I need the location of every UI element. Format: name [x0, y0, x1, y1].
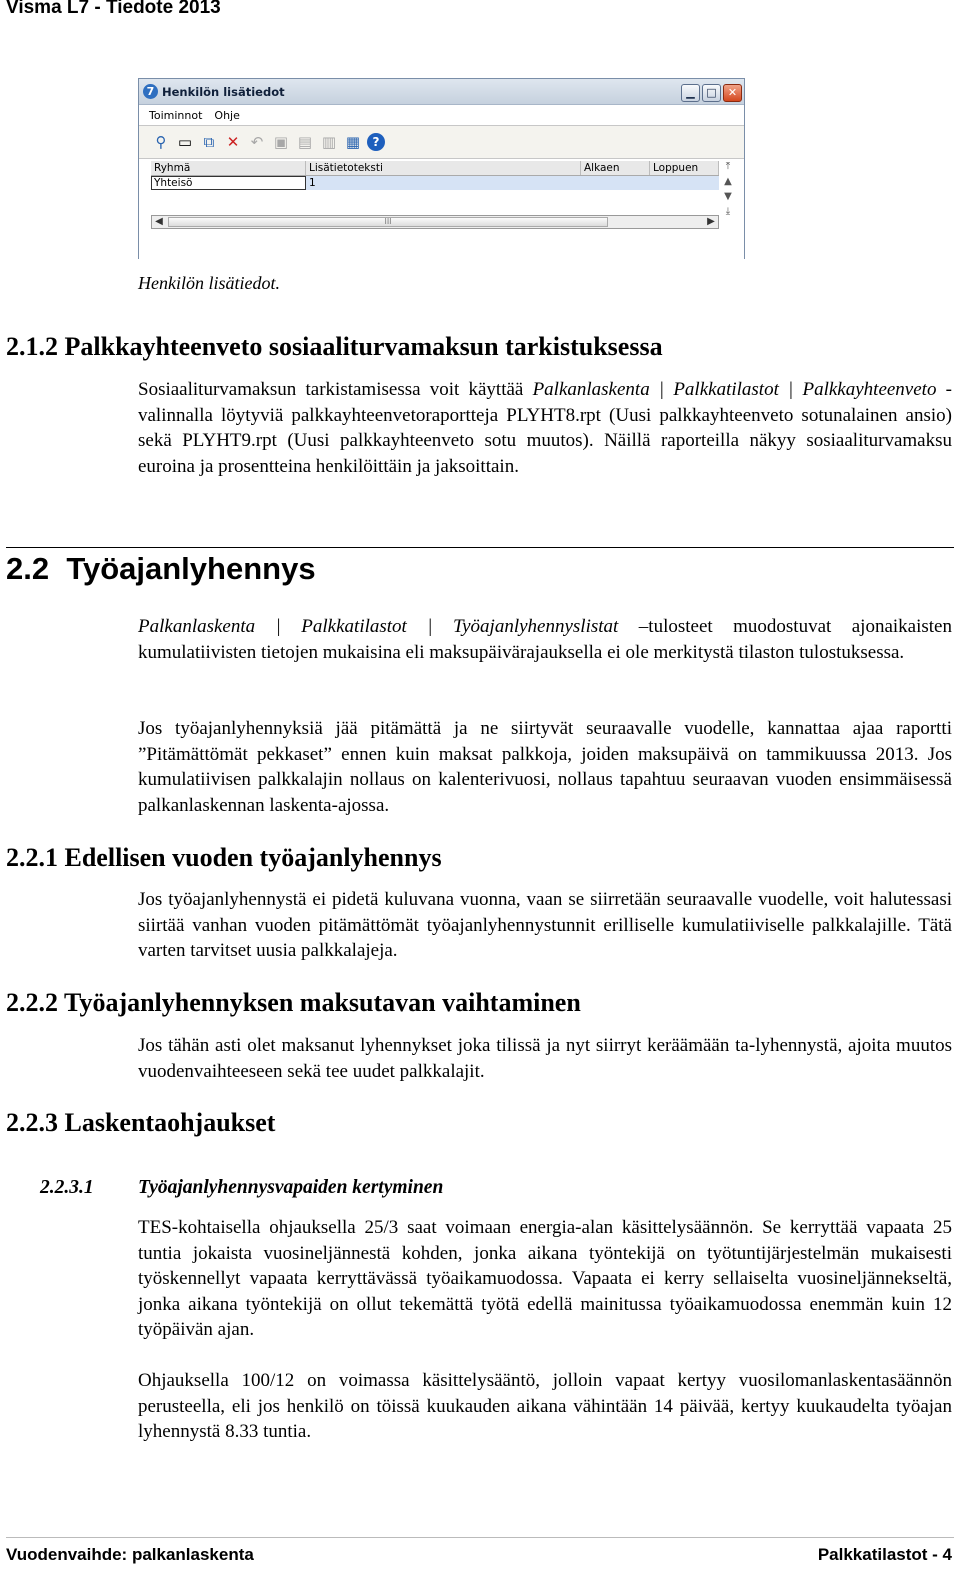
- heading-number: 2.2.3: [6, 1108, 58, 1137]
- cell-alkaen[interactable]: [581, 176, 650, 190]
- first-record-icon[interactable]: ⤒: [725, 161, 731, 172]
- record-navigation: [720, 161, 736, 217]
- heading-2-2-3: [6, 1108, 275, 1138]
- column-header-ryhma[interactable]: Ryhmä: [151, 161, 306, 175]
- minimize-button[interactable]: ▁: [681, 84, 700, 102]
- app-logo-icon: 7: [143, 84, 158, 99]
- paragraph-2-2-3-1-a: TES-kohtaisella ohjauksella 25/3 saat voimaan energia-alan käsittelysäännön. Se kerryttää vapaata 25 tuntia jokaista vuosineljännestä kohden, jonka aikana työntekijä on työtuntijärjestelmän mukaisesti työskennellyt vapaata kerryttävässä työaikamuodossa. Vapaata ei kerry sellaiselta vuosineljännekseltä, jonka aikana työntekijä on ollut tekemättä työtä edellä mainitussa työaikamuodossa enemmän kuin 12 työpäivän ajan.: [138, 1217, 952, 1340]
- footer-left: Vuodenvaihde: palkanlaskenta: [6, 1545, 254, 1564]
- heading-number: 2.2.2: [6, 988, 58, 1017]
- maximize-button[interactable]: □: [702, 84, 721, 102]
- data-grid: [139, 159, 744, 259]
- heading-text: Laskentaohjaukset: [64, 1108, 276, 1137]
- previous-record-icon[interactable]: ▲: [724, 176, 732, 187]
- menu-bar: [139, 105, 744, 126]
- heading-number: 2.2: [6, 551, 50, 586]
- column-header-lisatietoteksti[interactable]: Lisätietoteksti: [306, 161, 581, 175]
- column-header-alkaen[interactable]: Alkaen: [581, 161, 650, 175]
- new-record-icon[interactable]: ▭: [177, 133, 193, 151]
- heading-number: 2.2.1: [6, 843, 58, 872]
- heading-2-2-2: [6, 988, 581, 1018]
- paragraph-2-2-2: Jos tähän asti olet maksanut lyhennykset joka tilissä ja nyt siirryt keräämään ta-lyhennystä, ajoita muutos vuodenvaihteeseen sekä tee uudet palkkalajit.: [138, 1035, 952, 1082]
- search-icon[interactable]: ⚲: [155, 133, 167, 151]
- cell-ryhma[interactable]: Yhteisö: [151, 176, 306, 190]
- person-details-window: [138, 78, 745, 259]
- footer-divider: [6, 1537, 954, 1538]
- section-divider: [6, 547, 954, 548]
- menu-item-ohje[interactable]: Ohje: [214, 108, 240, 122]
- menu-path: Palkanlaskenta | Palkkatilastot | Työajanlyhennyslistat: [138, 616, 619, 637]
- column-header-loppuen[interactable]: Loppuen: [650, 161, 719, 175]
- table-row[interactable]: [151, 176, 719, 190]
- text-run: –tulosteet muodostuvat ajonaikaisten kumulatiivisten tietojen mukaisina eli maksupäivärajauksella ei ole merkitystä tilaston tulostuksessa.: [138, 616, 952, 663]
- heading-text: Työajanlyhennysvapaiden kertyminen: [138, 1177, 444, 1198]
- report-icon[interactable]: ▦: [345, 133, 361, 151]
- figure-caption: Henkilön lisätiedot.: [138, 273, 280, 293]
- toolbar: [139, 126, 744, 159]
- save-icon[interactable]: ▣: [273, 133, 289, 151]
- grid-header: [151, 161, 719, 176]
- next-record-icon[interactable]: ▼: [724, 191, 732, 202]
- cell-lisatietoteksti[interactable]: 1: [306, 176, 581, 190]
- heading-text: Työajanlyhennys: [66, 551, 316, 586]
- undo-icon[interactable]: ↶: [250, 133, 264, 151]
- help-icon[interactable]: ?: [367, 133, 385, 151]
- paragraph-2-2-1: Jos työajanlyhennystä ei pidetä kuluvana vuonna, vaan se siirretään seuraavalle vuodelle, voit halutessasi siirtää vanhan vuoden pitämättömät työajanlyhennystunnit erilliselle kumulatiiviselle palkkalajille. Tätä varten tarvitset uusia palkkalajeja.: [138, 889, 952, 961]
- paragraph-2-2-a: [138, 614, 952, 665]
- heading-text: Työajanlyhennyksen maksutavan vaihtaminen: [64, 988, 581, 1017]
- heading-2-2-3-1: [40, 1177, 443, 1199]
- heading-2-2-1: [6, 843, 442, 873]
- heading-number: 2.2.3.1: [40, 1177, 94, 1198]
- save-close-icon[interactable]: ▤: [297, 133, 313, 151]
- heading-2-2: [6, 551, 316, 587]
- last-record-icon[interactable]: ⤓: [725, 206, 731, 217]
- horizontal-scrollbar[interactable]: [151, 215, 719, 229]
- window-title: Henkilön lisätiedot: [162, 84, 285, 99]
- heading-text: Palkkayhteenveto sosiaaliturvamaksun tarkistuksessa: [64, 332, 663, 361]
- menu-path: Palkanlaskenta | Palkkatilastot | Palkkayhteenveto: [532, 379, 937, 400]
- footer-right: Palkkatilastot - 4: [817, 1545, 952, 1564]
- paragraph-2-2-3-1-b: Ohjauksella 100/12 on voimassa käsittelysääntö, jolloin vapaat kertyy vuosilomanlaskentasäännön perusteella, eli jos henkilö on töissä kuukauden aikana vähintään 14 päivää, kertyy kuukaudelta työajan lyhennystä 8.33 tuntia.: [138, 1370, 952, 1442]
- text-run: -valinnalla löytyviä palkkayhteenvetoraportteja PLYHT8.rpt (Uusi palkkayhteenveto sotunalainen ansio) sekä PLYHT9.rpt (Uusi palkkayhteenveto sotu muutos). Näillä raporteilla näkyy sosiaaliturvamaksu euroina ja prosentteina henkilöittäin ja jaksoittain.: [138, 379, 952, 477]
- heading-2-1-2: [6, 332, 663, 362]
- save-all-icon[interactable]: ▥: [321, 133, 337, 151]
- copy-record-icon[interactable]: ⧉: [203, 133, 215, 151]
- heading-text: Edellisen vuoden työajanlyhennys: [64, 843, 442, 872]
- paragraph-2-1-2: [138, 377, 952, 479]
- document-header-title: Visma L7 - Tiedote 2013: [6, 0, 221, 18]
- paragraph-2-2-b: Jos työajanlyhennyksiä jää pitämättä ja ne siirtyvät seuraavalle vuodelle, kannattaa ajaa raportti ”Pitämättömät pekkaset” ennen kuin maksat palkkoja, joiden maksupäivä on tammikuussa 2013. Jos kumulatiivisen palkkalajin nollaus on kalenterivuosi, nollaus tapahtuu seuraavan vuoden ensimmäisessä palkanlaskennan laskenta-ajossa.: [138, 718, 952, 816]
- window-titlebar[interactable]: [139, 79, 744, 105]
- scroll-thumb[interactable]: III: [168, 217, 608, 227]
- close-button[interactable]: ✕: [723, 84, 742, 102]
- scroll-right-icon[interactable]: ▶: [707, 216, 715, 227]
- heading-number: 2.1.2: [6, 332, 58, 361]
- cell-loppuen[interactable]: [650, 176, 719, 190]
- text-run: Sosiaaliturvamaksun tarkistamisessa voit käyttää: [138, 379, 533, 400]
- delete-icon[interactable]: ✕: [226, 133, 240, 151]
- menu-item-toiminnot[interactable]: Toiminnot: [149, 108, 203, 122]
- scroll-left-icon[interactable]: ◀: [155, 216, 163, 227]
